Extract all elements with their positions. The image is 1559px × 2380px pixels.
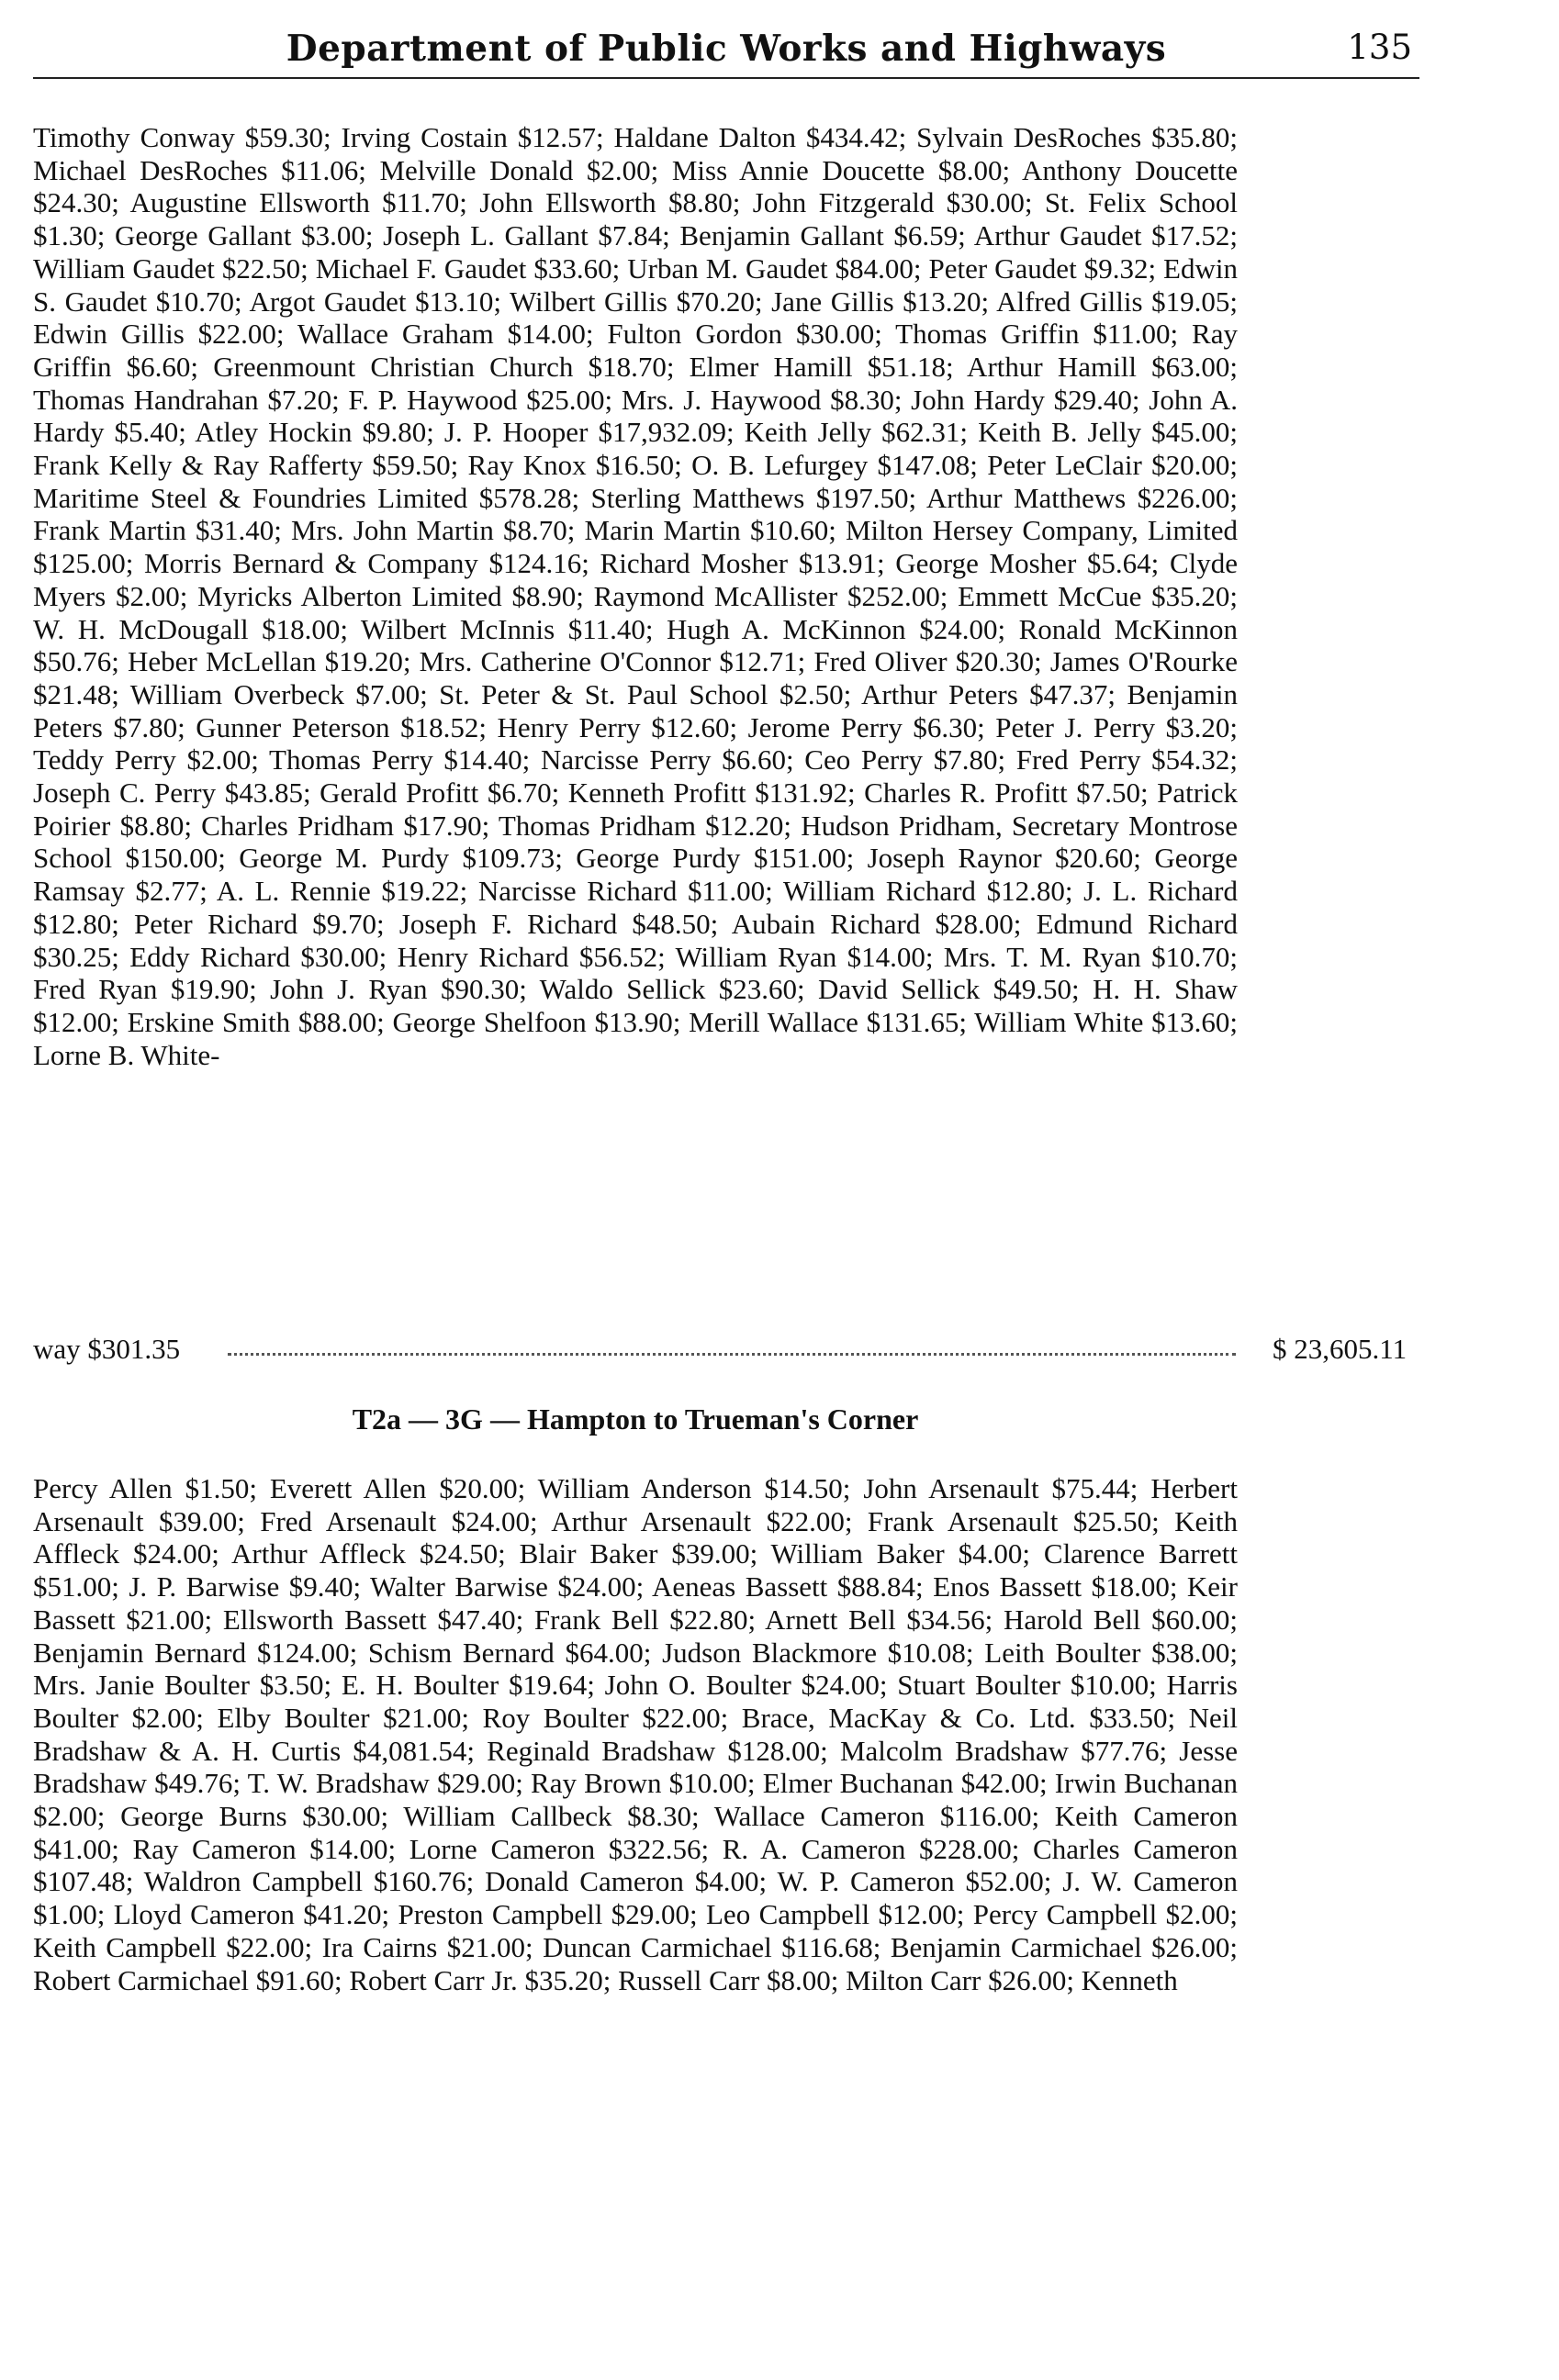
header-rule (33, 77, 1419, 79)
page-header (33, 20, 1419, 75)
paragraph-last-line: way $301.35 (33, 1333, 181, 1365)
section-total-amount: $ 23,605.11 (1273, 1333, 1408, 1365)
payments-paragraph-1: Timothy Conway $59.30; Irving Costain $12.57; Haldane Dalton $434.42; Sylvain DesRoches $35.80; Michael DesRoches $11.06; Melville Donald $2.00; Miss Annie Doucette $8.00; Anthony Doucette $24.30; Augustine Ellsworth $11.70; John Ellsworth $8.80; John Fitzgerald $30.00; St. Felix School $1.30; George Gallant $3.00; Joseph L. Gallant $7.84; Benjamin Gallant $6.59; Arthur Gaudet $17.52; William Gaudet $22.50; Michael F. Gaudet $33.60; Urban M. Gaudet $84.00; Peter Gaudet $9.32; Edwin S. Gaudet $10.70; Argot Gaudet $13.10; Wilbert Gillis $70.20; Jane Gillis $13.20; Alfred Gillis $19.05; Edwin Gillis $22.00; Wallace Graham $14.00; Fulton Gordon $30.00; Thomas Griffin $11.00; Ray Griffin $6.60; Greenmount Christian Church $18.70; Elmer Hamill $51.18; Arthur Hamill $63.00; Thomas Handrahan $7.20; F. P. Haywood $25.00; Mrs. J. Haywood $8.30; John Hardy $29.40; John A. Hardy $5.40; Atley Hockin $9.80; J. P. Hooper $17,932.09; Keith Jelly $62.31; Keith B. Jelly $45.00; Frank Kelly & Ray Rafferty $59.50; Ray Knox $16.50; O. B. Lefurgey $147.08; Peter LeClair $20.00; Maritime Steel & Foundries Limited $578.28; Sterling Matthews $197.50; Arthur Matthews $226.00; Frank Martin $31.40; Mrs. John Martin $8.70; Marin Martin $10.60; Milton Hersey Company, Limited $125.00; Morris Bernard & Company $124.16; Richard Mosher $13.91; George Mosher $5.64; Clyde Myers $2.00; Myricks Alberton Limited $8.90; Raymond McAllister $252.00; Emmett McCue $35.20; W. H. McDougall $18.00; Wilbert McInnis $11.40; Hugh A. McKinnon $24.00; Ronald McKinnon $50.76; Heber McLellan $19.20; Mrs. Catherine O'Connor $12.71; Fred Oliver $20.30; James O'Rourke $21.48; William Overbeck $7.00; St. Peter & St. Paul School $2.50; Arthur Peters $47.37; Benjamin Peters $7.80; Gunner Peterson $18.52; Henry Perry $12.60; Jerome Perry $6.30; Peter J. Perry $3.20; Teddy Perry $2.00; Thomas Perry $14.40; Narcisse Perry $6.60; Ceo Perry $7.80; Fred Perry $54.32; Joseph C. Perry $43.85; Gerald Profitt $6.70; Kenneth Profitt $131.92; Charles R. Profitt $7.50; Patrick Poirier $8.80; Charles Pridham $17.90; Thomas Pridham $12.20; Hudson Pridham, Secretary Montrose School $150.00; George M. Purdy $109.73; George Purdy $151.00; Joseph Raynor $20.60; George Ramsay $2.77; A. L. Rennie $19.22; Narcisse Richard $11.00; William Richard $12.80; J. L. Richard $12.80; Peter Richard $9.70; Joseph F. Richard $48.50; Aubain Richard $28.00; Edmund Richard $30.25; Eddy Richard $30.00; Henry Richard $56.52; William Ryan $14.00; Mrs. T. M. Ryan $10.70; Fred Ryan $19.90; John J. Ryan $90.30; Waldo Sellick $23.60; David Sellick $49.50; H. H. Shaw $12.00; Erskine Smith $88.00; George Shelfoon $13.90; Merill Wallace $131.65; William White $13.60; Lorne B. White- (33, 121, 1238, 1071)
payments-paragraph-2: Percy Allen $1.50; Everett Allen $20.00; William Anderson $14.50; John Arsenault $75.44; Herbert Arsenault $39.00; Fred Arsenault $24.00; Arthur Arsenault $22.00; Frank Arsenault $25.50; Keith Affleck $24.00; Arthur Affleck $24.50; Blair Baker $39.00; William Baker $4.00; Clarence Barrett $51.00; J. P. Barwise $9.40; Walter Barwise $24.00; Aeneas Bassett $88.84; Enos Bassett $18.00; Keir Bassett $21.00; Ellsworth Bassett $47.40; Frank Bell $22.80; Arnett Bell $34.56; Harold Bell $60.00; Benjamin Bernard $124.00; Schism Bernard $64.00; Judson Blackmore $10.08; Leith Boulter $38.00; Mrs. Janie Boulter $3.50; E. H. Boulter $19.64; John O. Boulter $24.00; Stuart Boulter $10.00; Harris Boulter $2.00; Elby Boulter $21.00; Roy Boulter $22.00; Brace, MacKay & Co. Ltd. $33.50; Neil Bradshaw & A. H. Curtis $4,081.54; Reginald Bradshaw $128.00; Malcolm Bradshaw $77.76; Jesse Bradshaw $49.76; T. W. Bradshaw $29.00; Ray Brown $10.00; Elmer Buchanan $42.00; Irwin Buchanan $2.00; George Burns $30.00; William Callbeck $8.30; Wallace Cameron $116.00; Keith Cameron $41.00; Ray Cameron $14.00; Lorne Cameron $322.56; R. A. Cameron $228.00; Charles Cameron $107.48; Waldron Campbell $160.76; Donald Cameron $4.00; W. P. Cameron $52.00; J. W. Cameron $1.00; Lloyd Cameron $41.20; Preston Campbell $29.00; Leo Campbell $12.00; Percy Campbell $2.00; Keith Campbell $22.00; Ira Cairns $21.00; Duncan Carmichael $116.68; Benjamin Carmichael $26.00; Robert Carmichael $91.60; Robert Carr Jr. $35.20; Russell Carr $8.00; Milton Carr $26.00; Kenneth (33, 1472, 1238, 1996)
section-heading: T2a — 3G — Hampton to Trueman's Corner (352, 1402, 919, 1436)
dot-leader (228, 1353, 1236, 1356)
section-total-row (33, 1333, 1419, 1366)
page-title: Department of Public Works and Highways (286, 28, 1167, 70)
page-number: 135 (1347, 28, 1412, 67)
